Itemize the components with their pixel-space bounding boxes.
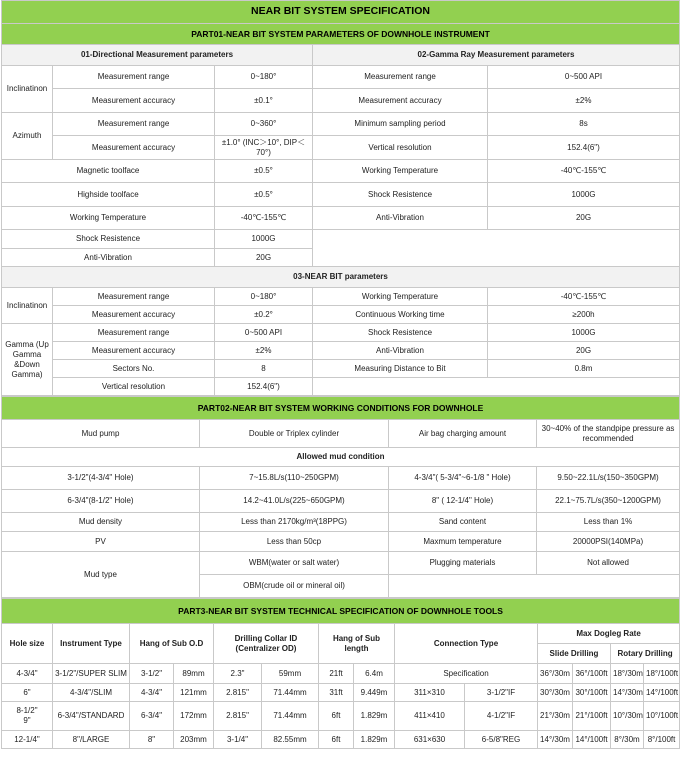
param-name: Working Temperature	[313, 288, 488, 306]
dc-mm: 82.55mm	[262, 731, 319, 749]
sand-value: Less than 1%	[537, 513, 680, 532]
param-value: 152.4(6")	[488, 136, 680, 160]
connection: 411×410	[395, 702, 465, 731]
len-m: 1.829m	[354, 702, 395, 731]
pv-value: Less than 50cp	[200, 532, 389, 552]
param-value: ±2%	[488, 89, 680, 113]
mud-pump-label: Mud pump	[2, 420, 200, 448]
param-value: 20G	[488, 207, 680, 230]
sand-label: Sand content	[389, 513, 537, 532]
hole-size: 4-3/4"	[2, 664, 53, 684]
mud-density-label: Mud density	[2, 513, 200, 532]
part02-title: PART02-NEAR BIT SYSTEM WORKING CONDITIONS FOR DOWNHOLE	[2, 397, 680, 420]
param-name: Measurement accuracy	[53, 89, 215, 113]
rotary-100ft: 10°/100ft	[644, 702, 680, 731]
azimuth-label: Azimuth	[2, 113, 53, 160]
param-name: Highside toolface	[2, 183, 215, 207]
param-name: Magnetic toolface	[2, 160, 215, 183]
hdr-hang-od: Hang of Sub O.D	[130, 624, 214, 664]
od-in: 3-1/2"	[130, 664, 174, 684]
param-value: 20G	[488, 342, 680, 360]
slide-100ft: 14°/100ft	[573, 731, 611, 749]
param-value: 8s	[488, 113, 680, 136]
param-name: Measurement accuracy	[53, 136, 215, 160]
hdr-instrument-type: Instrument Type	[53, 624, 130, 664]
slide-100ft: 21°/100ft	[573, 702, 611, 731]
mud-density-value: Less than 2170kg/m³(18PPG)	[200, 513, 389, 532]
dc-in: 2.815"	[214, 702, 262, 731]
directional-title: 01-Directional Measurement parameters	[2, 45, 313, 66]
rotary-100ft: 18°/100ft	[644, 664, 680, 684]
connection-thread: 4-1/2"IF	[465, 702, 538, 731]
param-value: 8	[215, 360, 313, 378]
len-ft: 6ft	[319, 731, 354, 749]
rotary-30m: 10°/30m	[611, 702, 644, 731]
connection-thread: 6-5/8"REG	[465, 731, 538, 749]
param-value: 20G	[215, 249, 313, 267]
nearbit-title: 03-NEAR BIT parameters	[2, 267, 680, 288]
param-name: Continuous Working time	[313, 306, 488, 324]
flow-rate: 7~15.8L/s(110~250GPM)	[200, 467, 389, 490]
param-name: Measurement range	[53, 288, 215, 306]
hdr-hole-size: Hole size	[2, 624, 53, 664]
dc-in: 3-1/4"	[214, 731, 262, 749]
table-row	[2, 684, 680, 702]
param-name: Measuring Distance to Bit	[313, 360, 488, 378]
dc-in: 2.3"	[214, 664, 262, 684]
slide-100ft: 30°/100ft	[573, 684, 611, 702]
param-value: 0~500 API	[215, 324, 313, 342]
param-value: 1000G	[488, 324, 680, 342]
param-value: 0~180°	[215, 66, 313, 89]
airbag-value: 30~40% of the standpipe pressure as recommended	[537, 420, 680, 448]
flow-rate: 9.50~22.1L/s(150~350GPM)	[537, 467, 680, 490]
hdr-rotary: Rotary Drilling	[611, 644, 680, 664]
param-value: 1000G	[215, 230, 313, 249]
param-name: Shock Resistence	[2, 230, 215, 249]
connection: 631×630	[395, 731, 465, 749]
flow-rate: 22.1~75.7L/s(350~1200GPM)	[537, 490, 680, 513]
param-value: ±0.2°	[215, 306, 313, 324]
part03-table	[1, 598, 680, 749]
hdr-connection: Connection Type	[395, 624, 538, 664]
param-name: Measurement accuracy	[53, 342, 215, 360]
connection: Specification	[395, 664, 538, 684]
hdr-slide: Slide Drilling	[538, 644, 611, 664]
hdr-max-dogleg: Max Dogleg Rate	[538, 624, 680, 644]
param-value: 0~360°	[215, 113, 313, 136]
instrument-type: 8"/LARGE	[53, 731, 130, 749]
param-value: 0~500 API	[488, 66, 680, 89]
param-value: ±1.0° (INC＞10°, DIP＜70°)	[215, 136, 313, 160]
param-name: Working Temperature	[2, 207, 215, 230]
od-mm: 172mm	[174, 702, 214, 731]
dc-mm: 71.44mm	[262, 684, 319, 702]
part02-table	[1, 396, 680, 598]
od-in: 8"	[130, 731, 174, 749]
hole-size: 8-1/2" 9"	[2, 702, 53, 731]
slide-30m: 36°/30m	[538, 664, 573, 684]
dc-in: 2.815"	[214, 684, 262, 702]
param-value: -40℃-155℃	[488, 288, 680, 306]
dc-mm: 71.44mm	[262, 702, 319, 731]
rotary-30m: 8°/30m	[611, 731, 644, 749]
slide-30m: 30°/30m	[538, 684, 573, 702]
page-title: NEAR BIT SYSTEM SPECIFICATION	[2, 1, 680, 24]
param-value: ±2%	[215, 342, 313, 360]
table-row	[2, 664, 680, 684]
param-name: Sectors No.	[53, 360, 215, 378]
param-name: Anti-Vibration	[313, 207, 488, 230]
instrument-type: 4-3/4"/SLIM	[53, 684, 130, 702]
hole-size: 3-1/2"(4-3/4" Hole)	[2, 467, 200, 490]
param-name: Measurement range	[53, 324, 215, 342]
od-in: 4-3/4"	[130, 684, 174, 702]
pv-label: PV	[2, 532, 200, 552]
part01-table	[1, 0, 680, 396]
rotary-30m: 14°/30m	[611, 684, 644, 702]
obm-value: OBM(crude oil or mineral oil)	[200, 575, 389, 598]
param-name: Minimum sampling period	[313, 113, 488, 136]
instrument-type: 3-1/2"/SUPER SLIM	[53, 664, 130, 684]
plugging-label: Plugging materials	[389, 552, 537, 575]
param-value: ±0.5°	[215, 160, 313, 183]
param-name: Vertical resolution	[53, 378, 215, 396]
len-ft: 31ft	[319, 684, 354, 702]
slide-100ft: 36°/100ft	[573, 664, 611, 684]
nearbit-inclination-label: Inclinatinon	[2, 288, 53, 324]
param-value: 1000G	[488, 183, 680, 207]
rotary-100ft: 14°/100ft	[644, 684, 680, 702]
len-m: 9.449m	[354, 684, 395, 702]
wbm-value: WBM(water or salt water)	[200, 552, 389, 575]
connection: 311×310	[395, 684, 465, 702]
part03-title: PART3-NEAR BIT SYSTEM TECHNICAL SPECIFICATION OF DOWNHOLE TOOLS	[2, 599, 680, 624]
len-m: 6.4m	[354, 664, 395, 684]
part01-title: PART01-NEAR BIT SYSTEM PARAMETERS OF DOWNHOLE INSTRUMENT	[2, 24, 680, 45]
hole-size: 12-1/4"	[2, 731, 53, 749]
len-m: 1.829m	[354, 731, 395, 749]
table-row	[2, 702, 680, 731]
hole-size: 6"	[2, 684, 53, 702]
mud-pump-value: Double or Triplex cylinder	[200, 420, 389, 448]
od-mm: 89mm	[174, 664, 214, 684]
spec-sheet	[1, 0, 679, 749]
rotary-100ft: 8°/100ft	[644, 731, 680, 749]
param-name: Shock Resistence	[313, 183, 488, 207]
airbag-label: Air bag charging amount	[389, 420, 537, 448]
param-value: 0~180°	[215, 288, 313, 306]
allowed-mud-title: Allowed mud condition	[2, 448, 680, 467]
param-name: Anti-Vibration	[2, 249, 215, 267]
hdr-drill-collar: Drilling Collar ID (Centralizer OD)	[214, 624, 319, 664]
param-value: 152.4(6")	[215, 378, 313, 396]
table-row	[2, 731, 680, 749]
empty-cell	[313, 230, 680, 267]
hdr-hang-length: Hang of Sub length	[319, 624, 395, 664]
hole-size: 4-3/4"( 5-3/4"~6-1/8 " Hole)	[389, 467, 537, 490]
param-name: Measurement range	[53, 113, 215, 136]
rotary-30m: 18°/30m	[611, 664, 644, 684]
gamma-title: 02-Gamma Ray Measurement parameters	[313, 45, 680, 66]
param-name: Measurement accuracy	[313, 89, 488, 113]
empty-cell	[313, 378, 680, 396]
flow-rate: 14.2~41.0L/s(225~650GPM)	[200, 490, 389, 513]
len-ft: 21ft	[319, 664, 354, 684]
len-ft: 6ft	[319, 702, 354, 731]
param-value: -40℃-155℃	[488, 160, 680, 183]
dc-mm: 59mm	[262, 664, 319, 684]
param-value: -40℃-155℃	[215, 207, 313, 230]
od-in: 6-3/4"	[130, 702, 174, 731]
hole-size: 8" ( 12-1/4" Hole)	[389, 490, 537, 513]
empty-cell	[389, 575, 680, 598]
param-value: ≥200h	[488, 306, 680, 324]
nearbit-gamma-label: Gamma (Up Gamma &Down Gamma)	[2, 324, 53, 396]
param-name: Vertical resolution	[313, 136, 488, 160]
inclination-label: Inclinatinon	[2, 66, 53, 113]
slide-30m: 21°/30m	[538, 702, 573, 731]
mud-type-label: Mud type	[2, 552, 200, 598]
plugging-value: Not allowed	[537, 552, 680, 575]
instrument-type: 6-3/4"/STANDARD	[53, 702, 130, 731]
param-value: ±0.5°	[215, 183, 313, 207]
param-name: Measurement range	[313, 66, 488, 89]
param-name: Working Temperature	[313, 160, 488, 183]
param-value: 0.8m	[488, 360, 680, 378]
temp-value: 20000PSI(140MPa)	[537, 532, 680, 552]
hole-size: 6-3/4"(8-1/2" Hole)	[2, 490, 200, 513]
param-name: Shock Resistence	[313, 324, 488, 342]
od-mm: 203mm	[174, 731, 214, 749]
param-name: Anti-Vibration	[313, 342, 488, 360]
param-name: Measurement range	[53, 66, 215, 89]
connection-thread: 3-1/2"IF	[465, 684, 538, 702]
param-value: ±0.1°	[215, 89, 313, 113]
slide-30m: 14°/30m	[538, 731, 573, 749]
temp-label: Maxmum temperature	[389, 532, 537, 552]
param-name: Measurement accuracy	[53, 306, 215, 324]
od-mm: 121mm	[174, 684, 214, 702]
